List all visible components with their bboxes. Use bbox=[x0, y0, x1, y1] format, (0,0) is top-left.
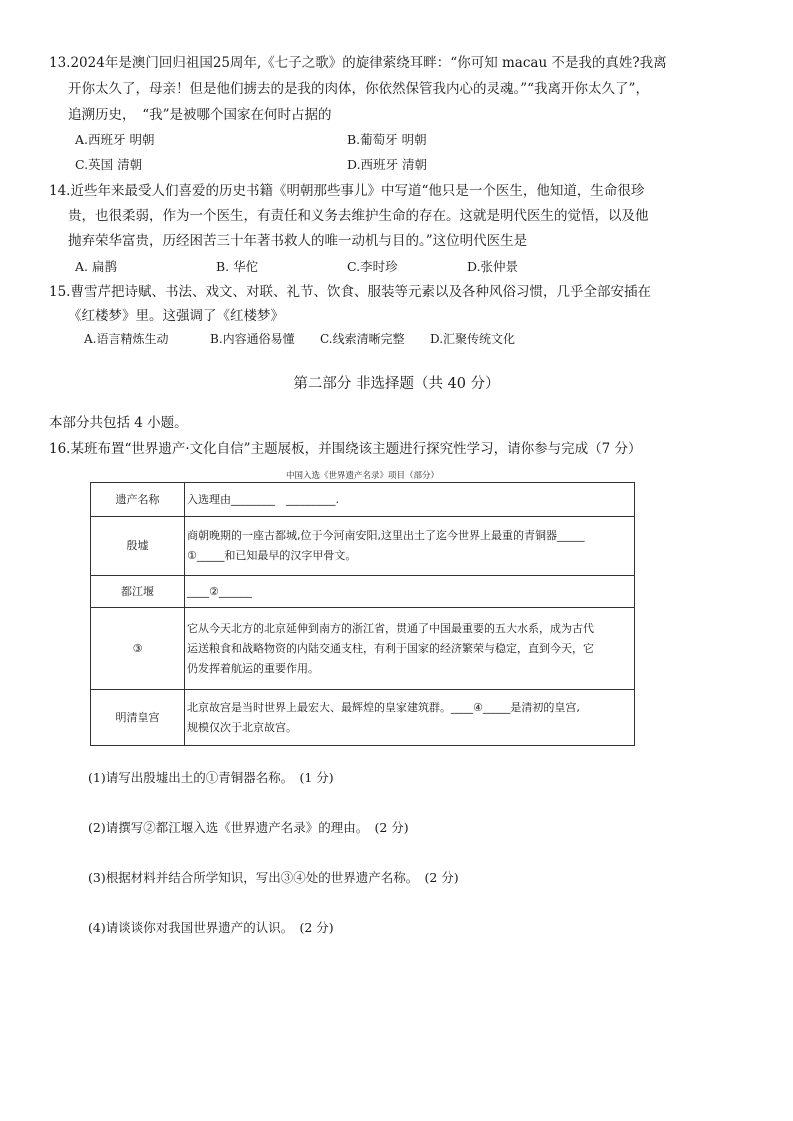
q14-option-d: D.张仲景 bbox=[467, 259, 519, 274]
row-desc-palaces bbox=[185, 690, 635, 746]
q15-option-c: C.线索清晰完整 bbox=[320, 332, 405, 346]
row-desc-line: 北京故宫是当时世界上最宏大、最辉煌的皇家建筑群。____④_____是清初的皇宫, bbox=[187, 700, 580, 714]
q13-option-b: B.葡萄牙 明朝 bbox=[347, 132, 427, 147]
q13-stem-line3: 追溯历史， “我”是被哪个国家在何时占据的 bbox=[68, 107, 332, 123]
table-caption: 中国入选《世界遗产名录》项目（部分） bbox=[285, 471, 439, 481]
row-name-palaces: 明清皇宫 bbox=[91, 690, 185, 746]
q14-stem-line1: 14.近些年来最受人们喜爱的历史书籍《明朝那些事儿》中写道“他只是一个医生，他知道，生命很珍 bbox=[49, 183, 645, 199]
q15-stem-line2: 《红楼梦》里。这强调了《红楼梦》 bbox=[68, 308, 284, 324]
section-intro: 本部分共包括 4 小题。 bbox=[49, 415, 188, 431]
q14-option-a: A. 扁鹊 bbox=[75, 259, 117, 274]
row-name-blank-3: ③ bbox=[91, 608, 185, 690]
q13-stem-line2: 开你太久了，母亲！但是他们掳去的是我的肉体，你依然保管我内心的灵魂。”“我离开你太久了”， bbox=[68, 81, 649, 97]
q13-option-c: C.英国 清朝 bbox=[75, 157, 143, 172]
section-title: 第二部分 非选择题（共 40 分） bbox=[293, 376, 500, 392]
header-reason: 入选理由________ _________. bbox=[185, 483, 635, 517]
q13-option-d: D.西班牙 清朝 bbox=[347, 157, 428, 172]
q13-option-a: A.西班牙 明朝 bbox=[75, 132, 155, 147]
row-desc-line: ①_____和已知最早的汉字甲骨文。 bbox=[187, 549, 357, 562]
table-row bbox=[91, 576, 635, 608]
header-heritage-name: 遗产名称 bbox=[91, 483, 185, 517]
row-desc-line: 规模仅次于北京故宫。 bbox=[187, 720, 297, 734]
q15-option-d: D.汇聚传统文化 bbox=[430, 332, 516, 346]
q14-option-b: B. 华佗 bbox=[216, 259, 259, 274]
q16-subquestion-4: (4)请谈谈你对我国世界遗产的认识。 (2 分) bbox=[88, 920, 334, 935]
row-desc-yinxu bbox=[185, 517, 635, 576]
q16-subquestion-1: (1)请写出殷墟出土的①青铜器名称。 (1 分) bbox=[88, 770, 334, 785]
q13-stem-line1: 13.2024年是澳门回归祖国25周年,《七子之歌》的旋律萦绕耳畔：“你可知 macau 不是我的真姓?我离 bbox=[49, 55, 667, 71]
row-desc-line: 仍发挥着航运的重要作用。 bbox=[187, 661, 319, 675]
q15-stem-line1: 15.曹雪芹把诗赋、书法、戏文、对联、礼节、饮食、服装等元素以及各种风俗习惯，几乎全部安插在 bbox=[49, 284, 651, 300]
row-desc-line: 运送粮食和战略物资的内陆交通支柱，有利于国家的经济繁荣与稳定，直到今天，它 bbox=[187, 641, 594, 655]
row-desc-line: 它从今天北方的北京延伸到南方的浙江省，贯通了中国最重要的五大水系，成为古代 bbox=[187, 621, 594, 635]
table-header-row bbox=[91, 483, 635, 517]
q15-option-b: B.内容通俗易懂 bbox=[210, 332, 295, 346]
table-row bbox=[91, 608, 635, 690]
heritage-table bbox=[90, 482, 635, 746]
table-row bbox=[91, 517, 635, 576]
q14-option-c: C.李时珍 bbox=[347, 259, 398, 274]
row-name-dujiangyan: 都江堰 bbox=[91, 576, 185, 608]
q16-subquestion-2: (2)请撰写②都江堰入选《世界遗产名录》的理由。 (2 分) bbox=[88, 820, 409, 835]
table-row bbox=[91, 690, 635, 746]
q15-option-a: A.语言精炼生动 bbox=[84, 332, 169, 346]
q16-subquestion-3: (3)根据材料并结合所学知识，写出③④处的世界遗产名称。 (2 分) bbox=[88, 870, 459, 885]
row-desc-line: 商朝晚期的一座古都城,位于今河南安阳,这里出土了迄今世界上最重的青铜器_____ bbox=[187, 529, 585, 542]
row-desc-canal bbox=[185, 608, 635, 690]
row-name-yinxu: 殷墟 bbox=[91, 517, 185, 576]
row-desc-line: ____②______ bbox=[187, 584, 252, 598]
q14-stem-line2: 贵，也很柔弱，作为一个医生，有责任和义务去维护生命的存在。这就是明代医生的觉悟，以及他 bbox=[68, 208, 649, 224]
q16-stem: 16.某班布置“世界遗产·文化自信”主题展板，并围绕该主题进行探究性学习，请你参与完成（7 分） bbox=[49, 441, 642, 457]
q14-stem-line3: 抛弃荣华富贵，历经困苦三十年著书救人的唯一动机与目的。”这位明代医生是 bbox=[68, 233, 528, 249]
row-desc-dujiangyan bbox=[185, 576, 635, 608]
